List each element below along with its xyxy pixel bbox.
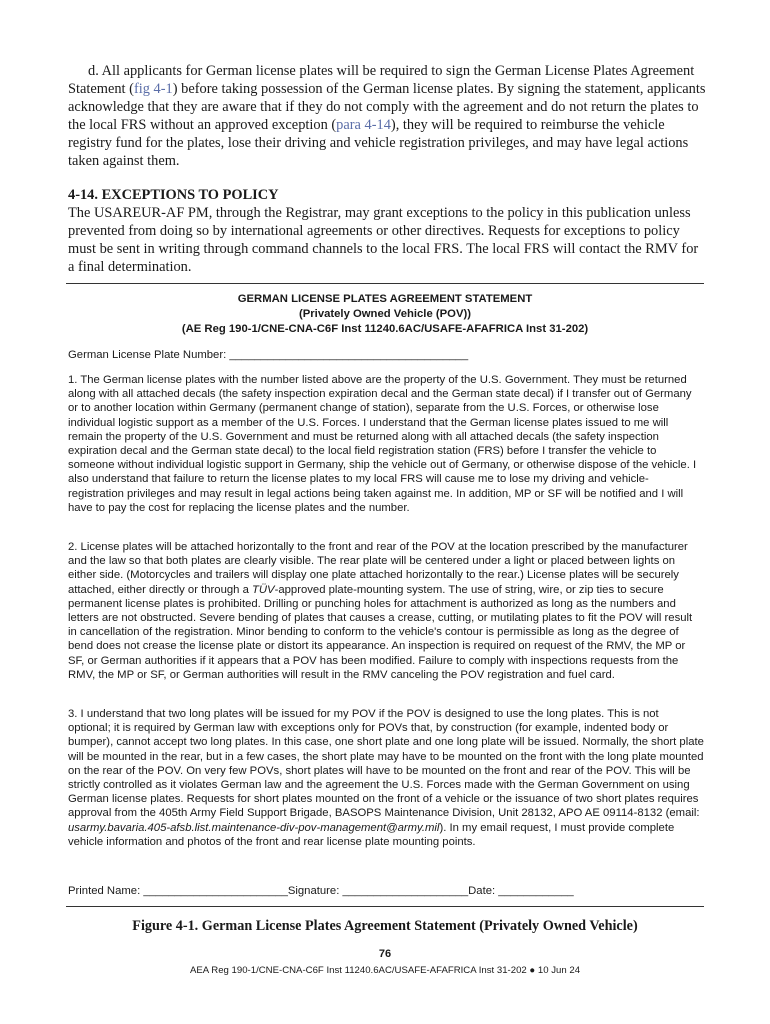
email-address-link[interactable]: usarmy.bavaria.405-afsb.list.maintenance-div-pov-management@army.mil [68, 821, 440, 834]
intro-paragraph-block [68, 62, 708, 171]
form-paragraph-1: 1. The German license plates with the number listed above are the property of the U.S. Government. They must be returned along with all attached decals (the safety inspection expiration decal and the German state decal) if I transfer out of Germany or to another location within Germany (permanent change of station), separate from the U.S. Forces, or otherwise lose individual logistic support as a member of the U.S. Forces. I understand that the German license plates issued to me will remain the property of the U.S. Government and must be returned along with all attached decals (the safety inspection expiration decal and the German state decal) to the local field registration station (FRS) before I transfer the vehicle to someone without individual logistic support in Germany, ship the vehicle out of Germany, or otherwise dispose of the vehicle. I also understand that failure to return the license plates to my local FRS will cause me to lose my driving and vehicle-registration privileges and may result in legal actions being taken against me. In addition, MP or SF will be notified and I will have to pay the cost for replacing the license plates and the number. [68, 374, 697, 514]
intro-text-3: ), they will be required to reimburse the vehicle registry fund for the plates, lose their driving and vehicle registration privileges, and may have legal actions taken against them. [68, 117, 689, 170]
signature-fields-line[interactable]: Printed Name: _______________________Signature: ____________________Date: ____________ [68, 885, 574, 897]
form-subtitle: (Privately Owned Vehicle (POV)) [298, 308, 472, 320]
form-top-rule [66, 283, 704, 284]
intro-paragraph [68, 62, 708, 171]
exceptions-heading: 4-14. EXCEPTIONS TO POLICY [68, 187, 279, 203]
para2-text-a: 2. License plates will be attached horizontally to the front and rear of the POV at the location prescribed by the manufacturer and the law so that both plates are clearly visible. The rear plate will be centered under a light or placed between lights on either side. (Motorcycles and trailers will display one plate attached horizontally to the rear.) License plates will be securely attached, either directly or through a [68, 541, 688, 596]
para3-text-a: 3. I understand that two long plates will be issued for my POV if the POV is designed to use the long plates. This is not optional; it is required by German law with exceptions only for POVs that, by construction (for example, indented body or bumper), cannot accept two long plates. In this case, one short plate and one long plate will be issued. Normally, the short plate will be mounted in the rear, but in a few cases, the short plate may have to be mounted on the front with the long plate mounted on the rear of the POV. On very few POVs, short plates will have to be mounted on the front and rear of the POV. This will be strictly controlled as it violates German law and the agreement the U.S. Forces made with the German Government on using German license plates. Requests for short plates mounted on the front of a vehicle or the issuance of two short plates requires approval from the 405th Army Field Support Brigade, BASOPS Maintenance Division, Unit 28132, APO AE 09114-8132 (email: [68, 708, 704, 820]
form-header [66, 292, 704, 337]
para2-text-b: -approved plate-mounting system. The use of string, wire, or zip ties to secure permanent license plates is prohibited. Drilling or punching holes for attachment is authorized as long as the numbers and letters are not obstructed. Severe bending of plates that causes a crease, cutting, or mutilating plates to fit the POV will result in cancellation of the registration. Minor bending to conform to the vehicle's contour is permissible as long as the degree of bend does not crease the license plate or distort its appearance. An inspection is required on request of the RMV, the MP or SF, or German authorities if it appears that a POV has been modified. Failure to comply with inspections requests from the RMV, the MP or SF, or German authorities will result in the RMV canceling the POV registration and fuel card. [68, 583, 693, 681]
form-reference: (AE Reg 190-1/CNE-CNA-C6F Inst 11240.6AC/USAFE-AFAFRICA Inst 31-202) [181, 323, 589, 335]
form-title: GERMAN LICENSE PLATES AGREEMENT STATEMENT [237, 293, 533, 305]
para3-text-b: ). In my email request, I must provide complete vehicle information and photos of the front and rear license plate mounting points. [68, 821, 675, 848]
figure-reference-link[interactable]: fig 4-1 [133, 81, 173, 98]
intro-text-1: d. All applicants for German license plates will be required to sign the German License Plates Agreement Statement ( [68, 63, 695, 98]
form-paragraph-2 [68, 540, 704, 682]
page-footer: AEA Reg 190-1/CNE-CNA-C6F Inst 11240.6AC/USAFE-AFAFRICA Inst 31-202 ● 10 Jun 24 [189, 965, 581, 976]
exceptions-body: The USAREUR-AF PM, through the Registrar, may grant exceptions to the policy in this publication unless prevented from doing so by international agreements or other directives. Requests for exceptions to policy must be sent in writing through command channels to the local FRS. The local FRS will contact the RMV for a final determination. [68, 205, 699, 276]
plate-number-field[interactable]: German License Plate Number: ______________________________________ [68, 349, 469, 361]
tuv-term: TÜV [252, 583, 275, 596]
page-number: 76 [378, 948, 392, 960]
exceptions-section [68, 186, 708, 276]
figure-caption: Figure 4-1. German License Plates Agreement Statement (Privately Owned Vehicle) [132, 918, 638, 934]
paragraph-reference-link[interactable]: para 4-14 [336, 117, 391, 134]
intro-text-2: ) before taking possession of the German license plates. By signing the statement, applicants acknowledge that they are aware that if they do not comply with the agreement and do not return the plates to the local FRS without an approved exception ( [68, 81, 706, 134]
form-paragraph-3 [68, 707, 704, 849]
form-bottom-rule [66, 906, 704, 907]
